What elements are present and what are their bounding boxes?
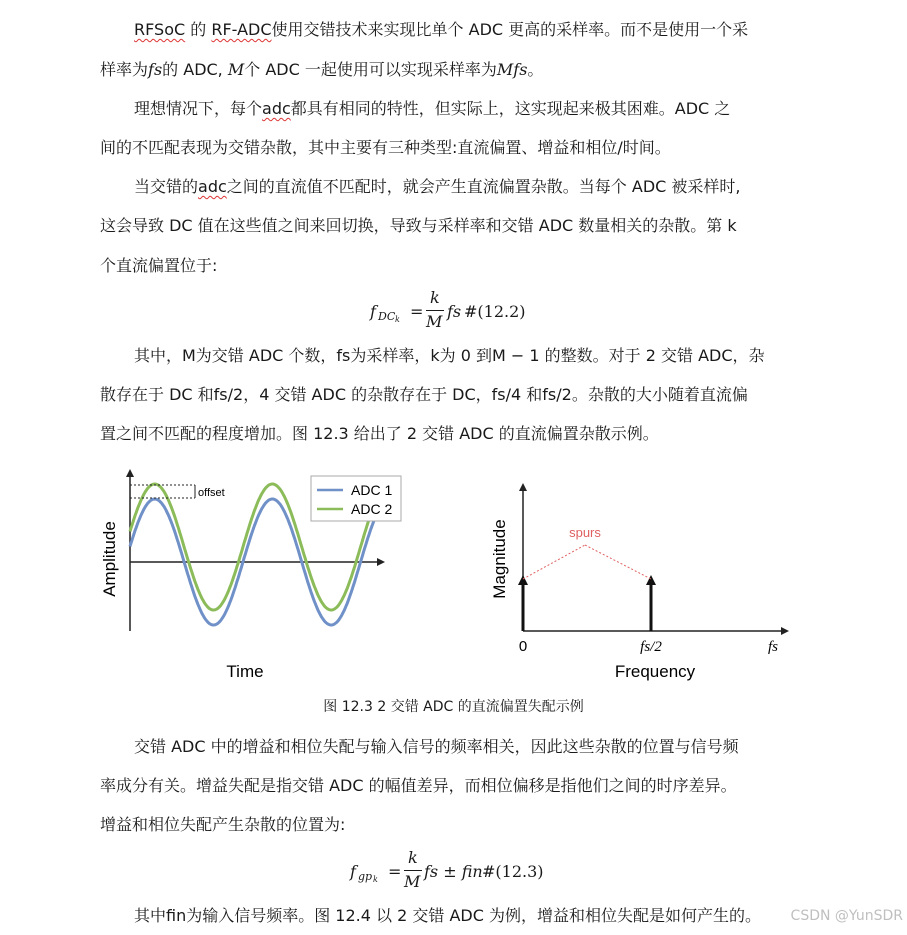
text: 当交错的	[134, 177, 199, 196]
eq-denominator: M	[426, 312, 443, 331]
eq-rhs: fs	[447, 302, 462, 321]
tick-zero: 0	[518, 638, 528, 655]
eq-numerator: k	[430, 288, 440, 307]
mag-y-axis-arrow-icon	[519, 483, 527, 491]
text: 的 ADC,	[162, 60, 223, 79]
spurs-pointer-left	[523, 545, 585, 579]
eq-lhs-subsub: k	[395, 315, 400, 324]
text: 都具有相同的特性，但实际上，这实现起来极其困难。ADC 之	[290, 99, 731, 118]
frequency-xlabel: Frequency	[614, 662, 696, 681]
eq-lhs: f	[370, 302, 376, 321]
text: 样率为	[100, 60, 149, 79]
equation-12-2	[368, 288, 568, 332]
eq2-lhs-sub: gp	[358, 870, 373, 883]
eq2-numerator: k	[408, 848, 418, 867]
eq-lhs-sub: DC	[378, 310, 396, 323]
time-domain-plot	[100, 469, 401, 681]
para4-line1: 其中，M为交错 ADC 个数，fs为采样率，k为 0 到M − 1 的整数。对于 2 交错 ADC，杂	[134, 346, 765, 365]
para3-line3: 个直流偏置位于:	[100, 256, 218, 275]
para4-line3: 置之间不匹配的程度增加。图 12.3 给出了 2 交错 ADC 的直流偏置杂散示例。	[100, 424, 659, 443]
math-fs: fs	[148, 60, 163, 79]
eq2-rhs: fs ± fin	[424, 862, 483, 881]
figure-12-3	[95, 465, 805, 690]
tick-fs: fs	[767, 639, 779, 655]
para5-line1: 交错 ADC 中的增益和相位失配与输入信号的频率相关，因此这些杂散的位置与信号频	[134, 737, 739, 756]
offset-label: offset	[198, 487, 225, 499]
eq2-denominator: M	[404, 872, 421, 891]
amplitude-ylabel: Amplitude	[100, 521, 119, 597]
math-M: M	[227, 60, 245, 79]
freq-x-axis-arrow-icon	[781, 627, 789, 635]
eq2-lhs: f	[350, 862, 356, 881]
text: 理想情况下，每个	[134, 99, 263, 118]
magnitude-ylabel: Magnitude	[490, 519, 509, 599]
spurs-pointer-right	[585, 545, 651, 579]
para3-line2: 这会导致 DC 值在这些值之间来回切换，导致与采样率和交错 ADC 数量相关的杂散。第 k	[100, 216, 737, 235]
para5-line3: 增益和相位失配产生杂散的位置为:	[100, 815, 346, 834]
text: 使用交错技术来实现比单个 ADC 更高的采样率。而不是使用一个采	[271, 20, 749, 39]
time-xlabel: Time	[226, 662, 264, 681]
text-adc: adc	[262, 99, 291, 118]
para2-line2: 间的不匹配表现为交错杂散，其中主要有三种类型:直流偏置、增益和相位/时间。	[100, 138, 671, 157]
text-adc: adc	[198, 177, 227, 196]
para4-line2: 散存在于 DC 和fs/2，4 交错 ADC 的杂散存在于 DC，fs/4 和fs/2。杂散的大小随着直流偏	[100, 385, 748, 404]
para1-line1	[134, 20, 748, 40]
spurs-label: spurs	[569, 525, 601, 540]
tick-fs-half: fs/2	[640, 639, 662, 655]
y-axis-arrow-icon	[126, 469, 134, 477]
spur-fs-half-arrow-icon	[646, 575, 656, 585]
text-rf-adc: RF-ADC	[211, 20, 272, 39]
equation-12-3	[348, 848, 578, 892]
eq-equals: =	[410, 302, 424, 321]
para6-line1: 其中fin为输入信号频率。图 12.4 以 2 交错 ADC 为例，增益和相位失配是如何产生的。	[134, 906, 761, 925]
eq2-fraction-bar	[404, 870, 422, 871]
legend-label-adc2: ADC 2	[351, 501, 393, 517]
para3-line1	[134, 177, 740, 197]
legend-label-adc1: ADC 1	[351, 482, 393, 498]
text: 。	[527, 60, 544, 79]
text-rfsoc: RFSoC	[134, 20, 186, 39]
watermark: CSDN @YunSDR	[790, 908, 903, 924]
frequency-domain-plot	[490, 483, 789, 681]
eq2-lhs-subsub: k	[373, 875, 378, 884]
figure-caption: 图 12.3 2 交错 ADC 的直流偏置失配示例	[323, 699, 584, 715]
para2-line1	[134, 99, 730, 119]
eq-tag: #(12.2)	[464, 302, 526, 321]
x-axis-arrow-icon	[377, 558, 385, 566]
text: 个 ADC 一起使用可以实现采样率为	[244, 60, 497, 79]
text: 之间的直流值不匹配时，就会产生直流偏置杂散。当每个 ADC 被采样时,	[226, 177, 741, 196]
math-Mfs: Mfs	[496, 60, 528, 79]
eq-fraction-bar	[426, 310, 444, 311]
text: 的	[190, 20, 207, 39]
para5-line2: 率成分有关。增益失配是指交错 ADC 的幅值差异，而相位偏移是指他们之间的时序差异。	[100, 776, 737, 795]
para1-line2	[100, 60, 543, 80]
spur-dc-arrow-icon	[518, 575, 528, 585]
eq2-tag: #(12.3)	[482, 862, 544, 881]
eq2-equals: =	[388, 862, 402, 881]
